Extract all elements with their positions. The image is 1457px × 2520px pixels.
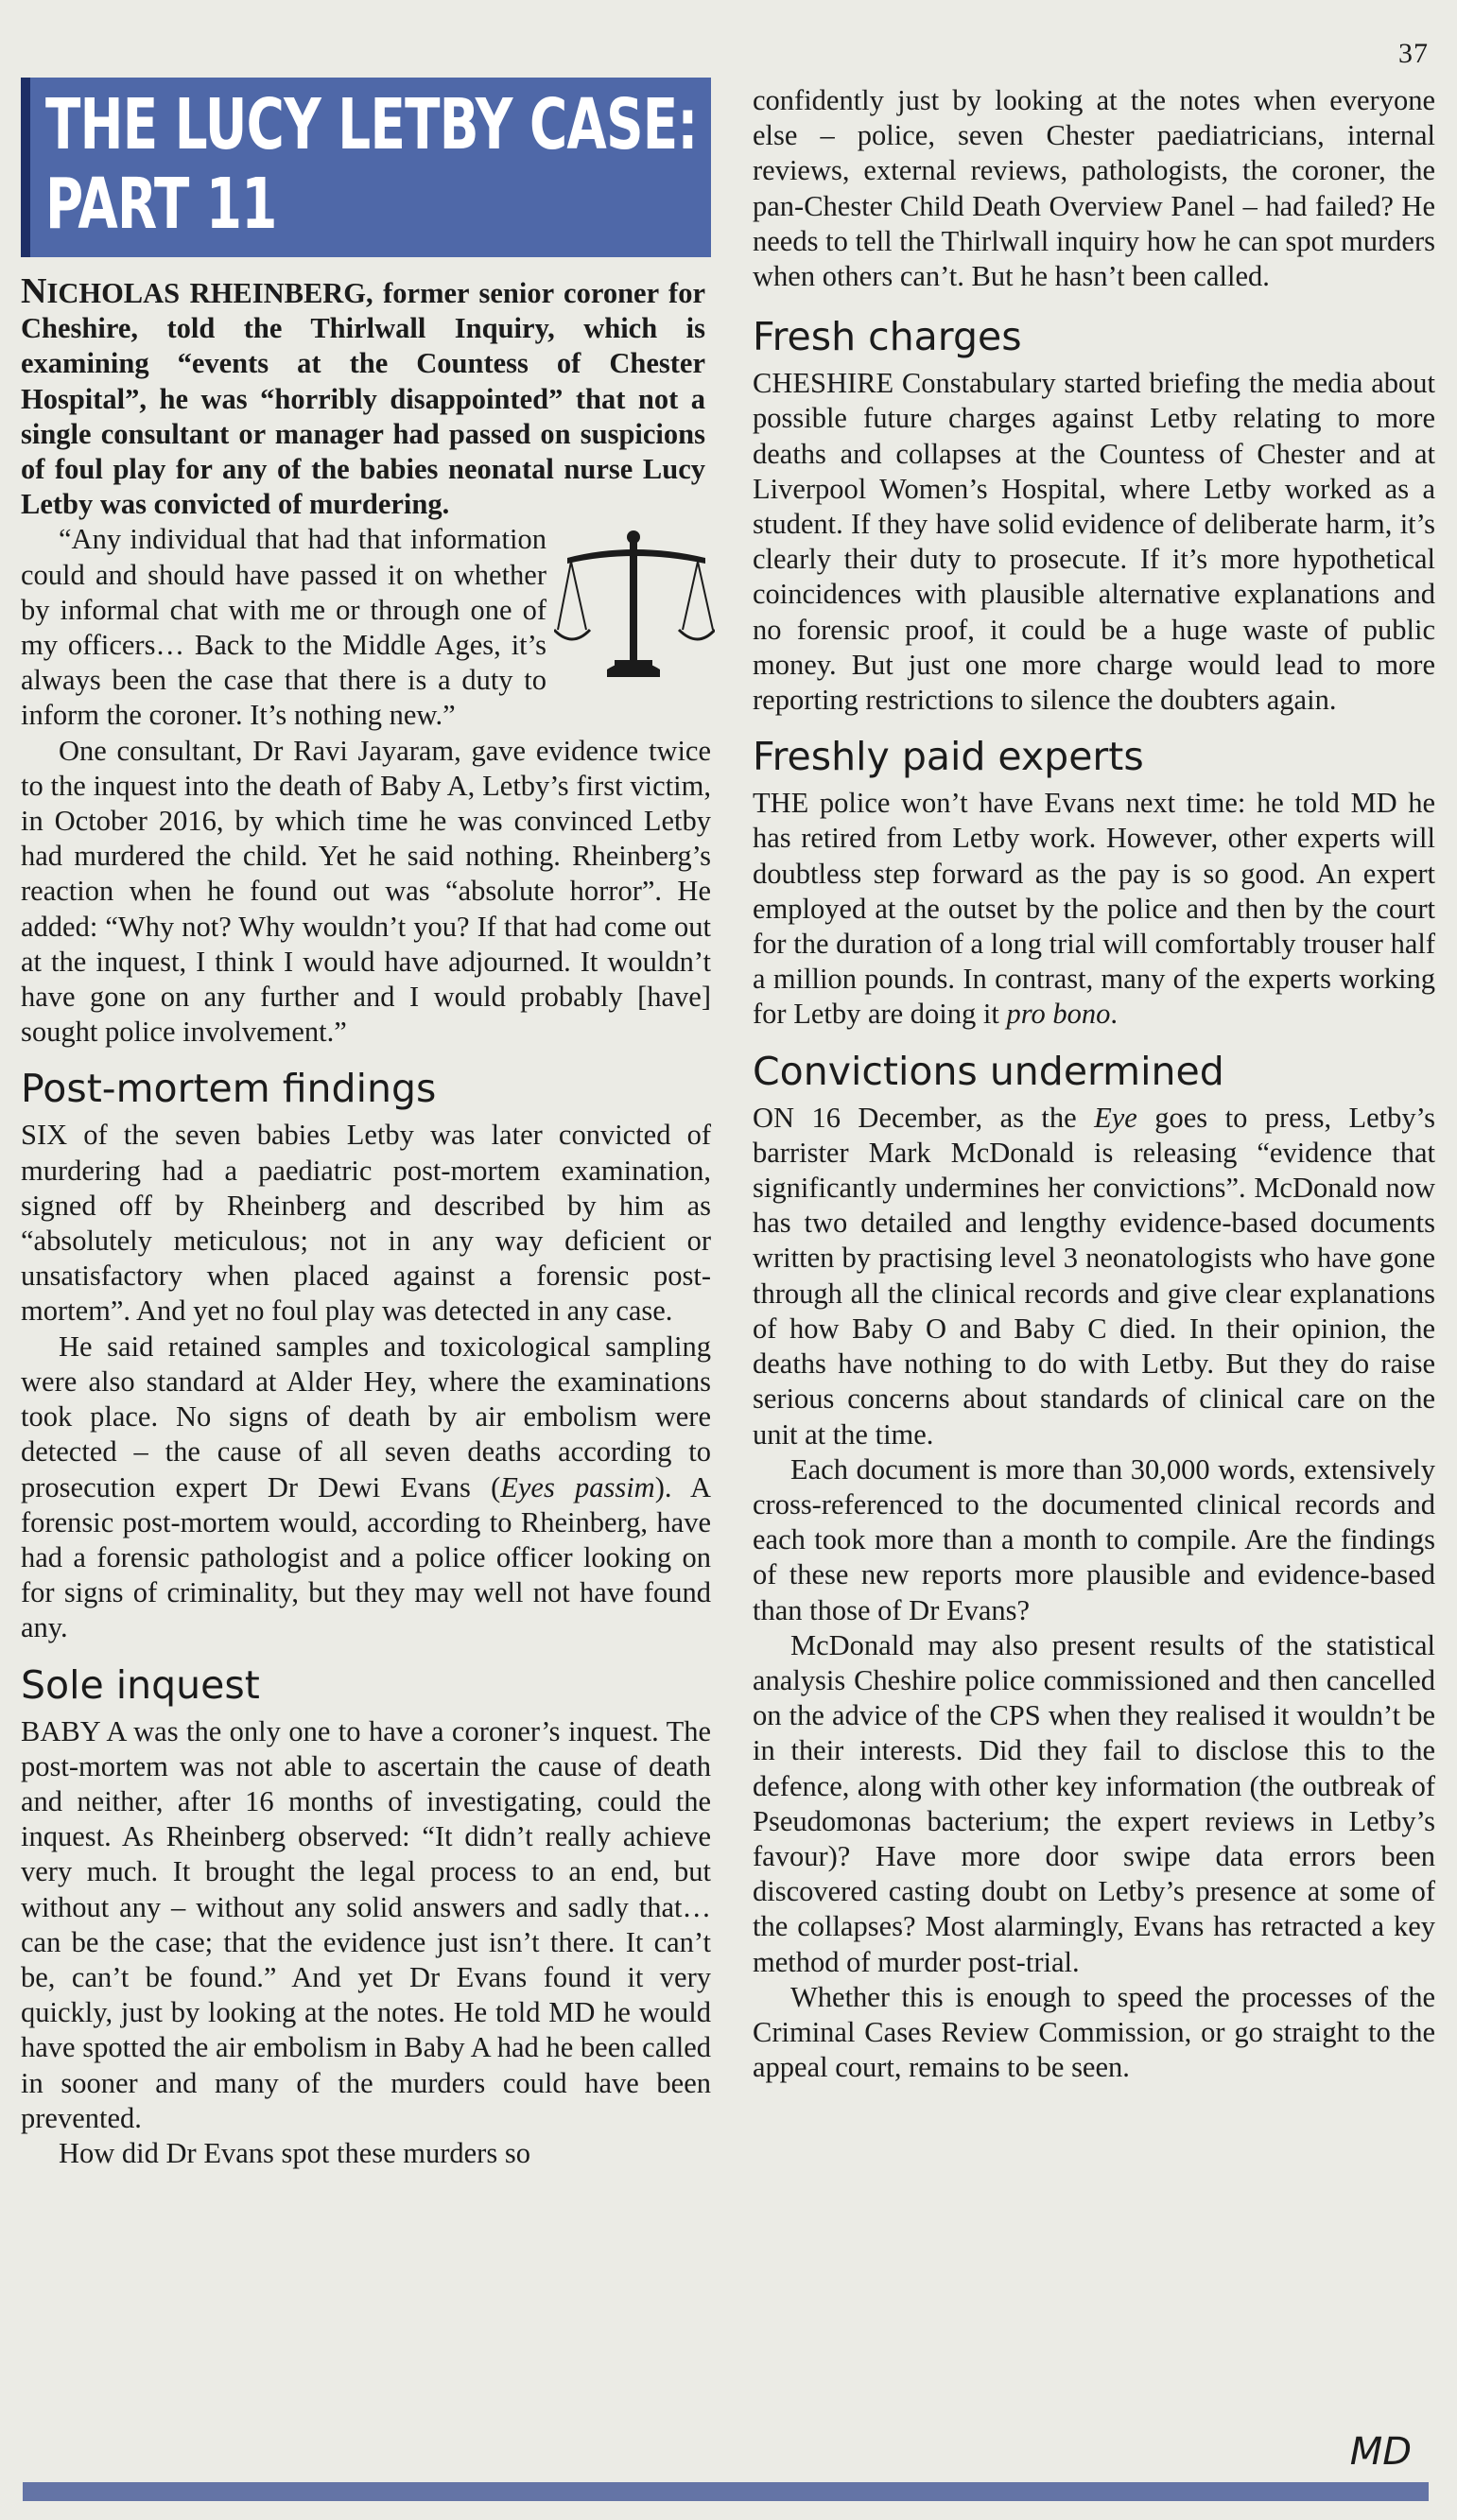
subheading-fresh-charges: Fresh charges <box>753 314 1022 360</box>
paragraph-samples <box>21 1330 711 1646</box>
subheading-sole-inquest: Sole inquest <box>21 1661 260 1708</box>
headline-line-2: PART 11 <box>45 164 277 245</box>
right-column <box>753 83 1435 2085</box>
page-number: 37 <box>1398 38 1429 69</box>
paragraph-samples-text-1: He said retained samples and toxicological sampling were also standard at Alder Hey, where the examinations took place. No signs of death by air embolism were detected – the cause of all seven deaths according to prosecution expert Dr Dewi Evans ( <box>21 1330 711 1503</box>
lead-text: ICHOLAS RHEINBERG, former senior coroner for Cheshire, told the Thirlwall Inquiry, which is examining “events at the Countess of Chester Hospital”, he was “horribly disappointed” that not a single consultant or manager had passed on suspicions of foul play for any of the babies neonatal nurse Lucy Letby was convicted of murdering. <box>21 277 705 521</box>
paragraph-mcdonald-text-2: goes to press, Letby’s barrister Mark McDonald is releasing “evidence that significantly undermines her convictions”. McDonald now has two detailed and lengthy evidence-based documents written by practising level 3 neonatologists who have gone through all the clinical records and give clear explanations of how Baby O and Baby C died. In their opinion, the deaths have nothing to do with Letby. But they do raise serious concerns about standards of clinical care on the unit at the time. <box>753 1101 1435 1451</box>
paragraph-experts-text: THE police won’t have Evans next time: he told MD he has retired from Letby work. However, other experts will doubtless step forward as the pay is so good. An expert employed at the outset by the police and then by the court for the duration of a long trial will comfortably trouser half a million pounds. In contrast, many of the experts working for Letby are doing it <box>753 787 1435 1031</box>
eyes-passim-reference: Eyes passim <box>500 1470 655 1503</box>
paragraph-dr-evans-start: How did Dr Evans spot these murders so <box>59 2136 530 2169</box>
paragraph-jayaram: One consultant, Dr Ravi Jayaram, gave evidence twice to the inquest into the death of Baby A, Letby’s first victim, in October 2016, by which time he was convinced Letby had murdered the child. Yet he said nothing. Rheinberg’s reaction when he found out was “absolute horror”. He added: “Why not? Why wouldn’t you? If that had come out at the inquest, I think I would have adjourned. It wouldn’t have gone on any further and I would probably [have] sought police involvement.” <box>21 734 711 1049</box>
paragraph-mcdonald-text-1: ON 16 December, as the <box>753 1101 1095 1134</box>
left-column <box>21 78 711 2171</box>
footer-rule <box>23 2482 1429 2501</box>
paragraph-fresh-charges: CHESHIRE Constabulary started briefing the media about possible future charges against Letby relating to more deaths and collapses at the Countess of Chester and at Liverpool Women’s Hospital, where Letby worked as a student. If they have solid evidence of deliberate harm, it’s clearly their duty to prosecute. If it’s more hypothetical coincidences with plausible alternative explanations and no forensic proof, it could be a huge waste of public money. But just one more charge would lead to more reporting restrictions to silence the doubters again. <box>753 367 1435 717</box>
headline-line-1: THE LUCY LETBY CASE: <box>45 84 698 165</box>
paragraph-coroner-quote: “Any individual that had that information could and should have passed it on whether by informal chat with me or through one of my officers… Back to the Middle Ages, it’s always been the case that there is a duty to inform the coroner. It’s nothing new.” <box>21 523 546 732</box>
lead-paragraph <box>21 271 705 522</box>
subheading-post-mortem-findings: Post-mortem findings <box>21 1066 437 1112</box>
paragraph-statistical-analysis: McDonald may also present results of the statistical analysis Cheshire police commissioned and then cancelled on the advice of the CPS when they realised it wouldn’t be in their interests. Did they fail to disclose this to the defence, along with other key information (the outbreak of Pseudomonas bacterium; the expert reviews in Letby’s favour)? Have more door swipe data errors been discovered casting doubt on Letby’s presence at some of the collapses? Most alarmingly, Evans has retracted a key method of murder post-trial. <box>753 1628 1435 1978</box>
paragraph-conclusion: Whether this is enough to speed the processes of the Criminal Cases Review Commission, or go straight to the appeal court, remains to be seen. <box>753 1980 1435 2084</box>
lead-initial: N <box>21 271 47 311</box>
headline-banner <box>21 78 711 257</box>
paragraph-post-mortem: SIX of the seven babies Letby was later convicted of murdering had a paediatric post-mortem examination, signed off by Rheinberg and described by him as “absolutely meticulous; not in any way deficient or unsatisfactory when placed against a forensic post-mortem”. And yet no foul play was detected in any case. <box>21 1119 711 1328</box>
pro-bono-term: pro bono <box>1006 998 1111 1031</box>
paragraph-baby-a: BABY A was the only one to have a coroner’s inquest. The post-mortem was not able to ascertain the cause of death and neither, after 16 months of investigating, could the inquest. As Rheinberg observed: “It didn’t really achieve very much. It brought the legal process to an end, but without any – without any solid answers and sadly that… can be the case; that the evidence just isn’t there. It can’t be, can’t be found.” And yet Dr Evans found it very quickly, just by looking at the notes. He told MD he would have spotted the air embolism in Baby A had he been called in sooner and many of the murders could have been prevented. <box>21 1714 711 2134</box>
paragraph-dr-evans-continued: confidently just by looking at the notes when everyone else – police, seven Chester paediatricians, internal reviews, external reviews, pathologists, the coroner, the pan-Chester Child Death Overview Panel – had failed? He needs to tell the Thirlwall inquiry how he can spot murders when others can’t. But he hasn’t been called. <box>753 84 1435 293</box>
subheading-convictions-undermined: Convictions undermined <box>753 1048 1224 1094</box>
eye-magazine-reference: Eye <box>1094 1101 1137 1134</box>
paragraph-experts <box>753 786 1435 1032</box>
scales-of-justice-icon <box>554 528 715 685</box>
author-signature: MD <box>1349 2430 1412 2474</box>
paragraph-samples-text-2: ). A forensic post-mortem would, according to Rheinberg, have had a forensic pathologist and a police officer looking on for signs of criminality, but they may well not have found any. <box>21 1470 711 1644</box>
subheading-freshly-paid-experts: Freshly paid experts <box>753 734 1144 780</box>
paragraph-documents: Each document is more than 30,000 words, extensively cross-referenced to the documented clinical records and each took more than a month to compile. Are the findings of these new reports more plausible and evidence-based than those of Dr Evans? <box>753 1452 1435 1626</box>
paragraph-mcdonald <box>753 1101 1435 1452</box>
paragraph-experts-end: . <box>1110 998 1118 1031</box>
